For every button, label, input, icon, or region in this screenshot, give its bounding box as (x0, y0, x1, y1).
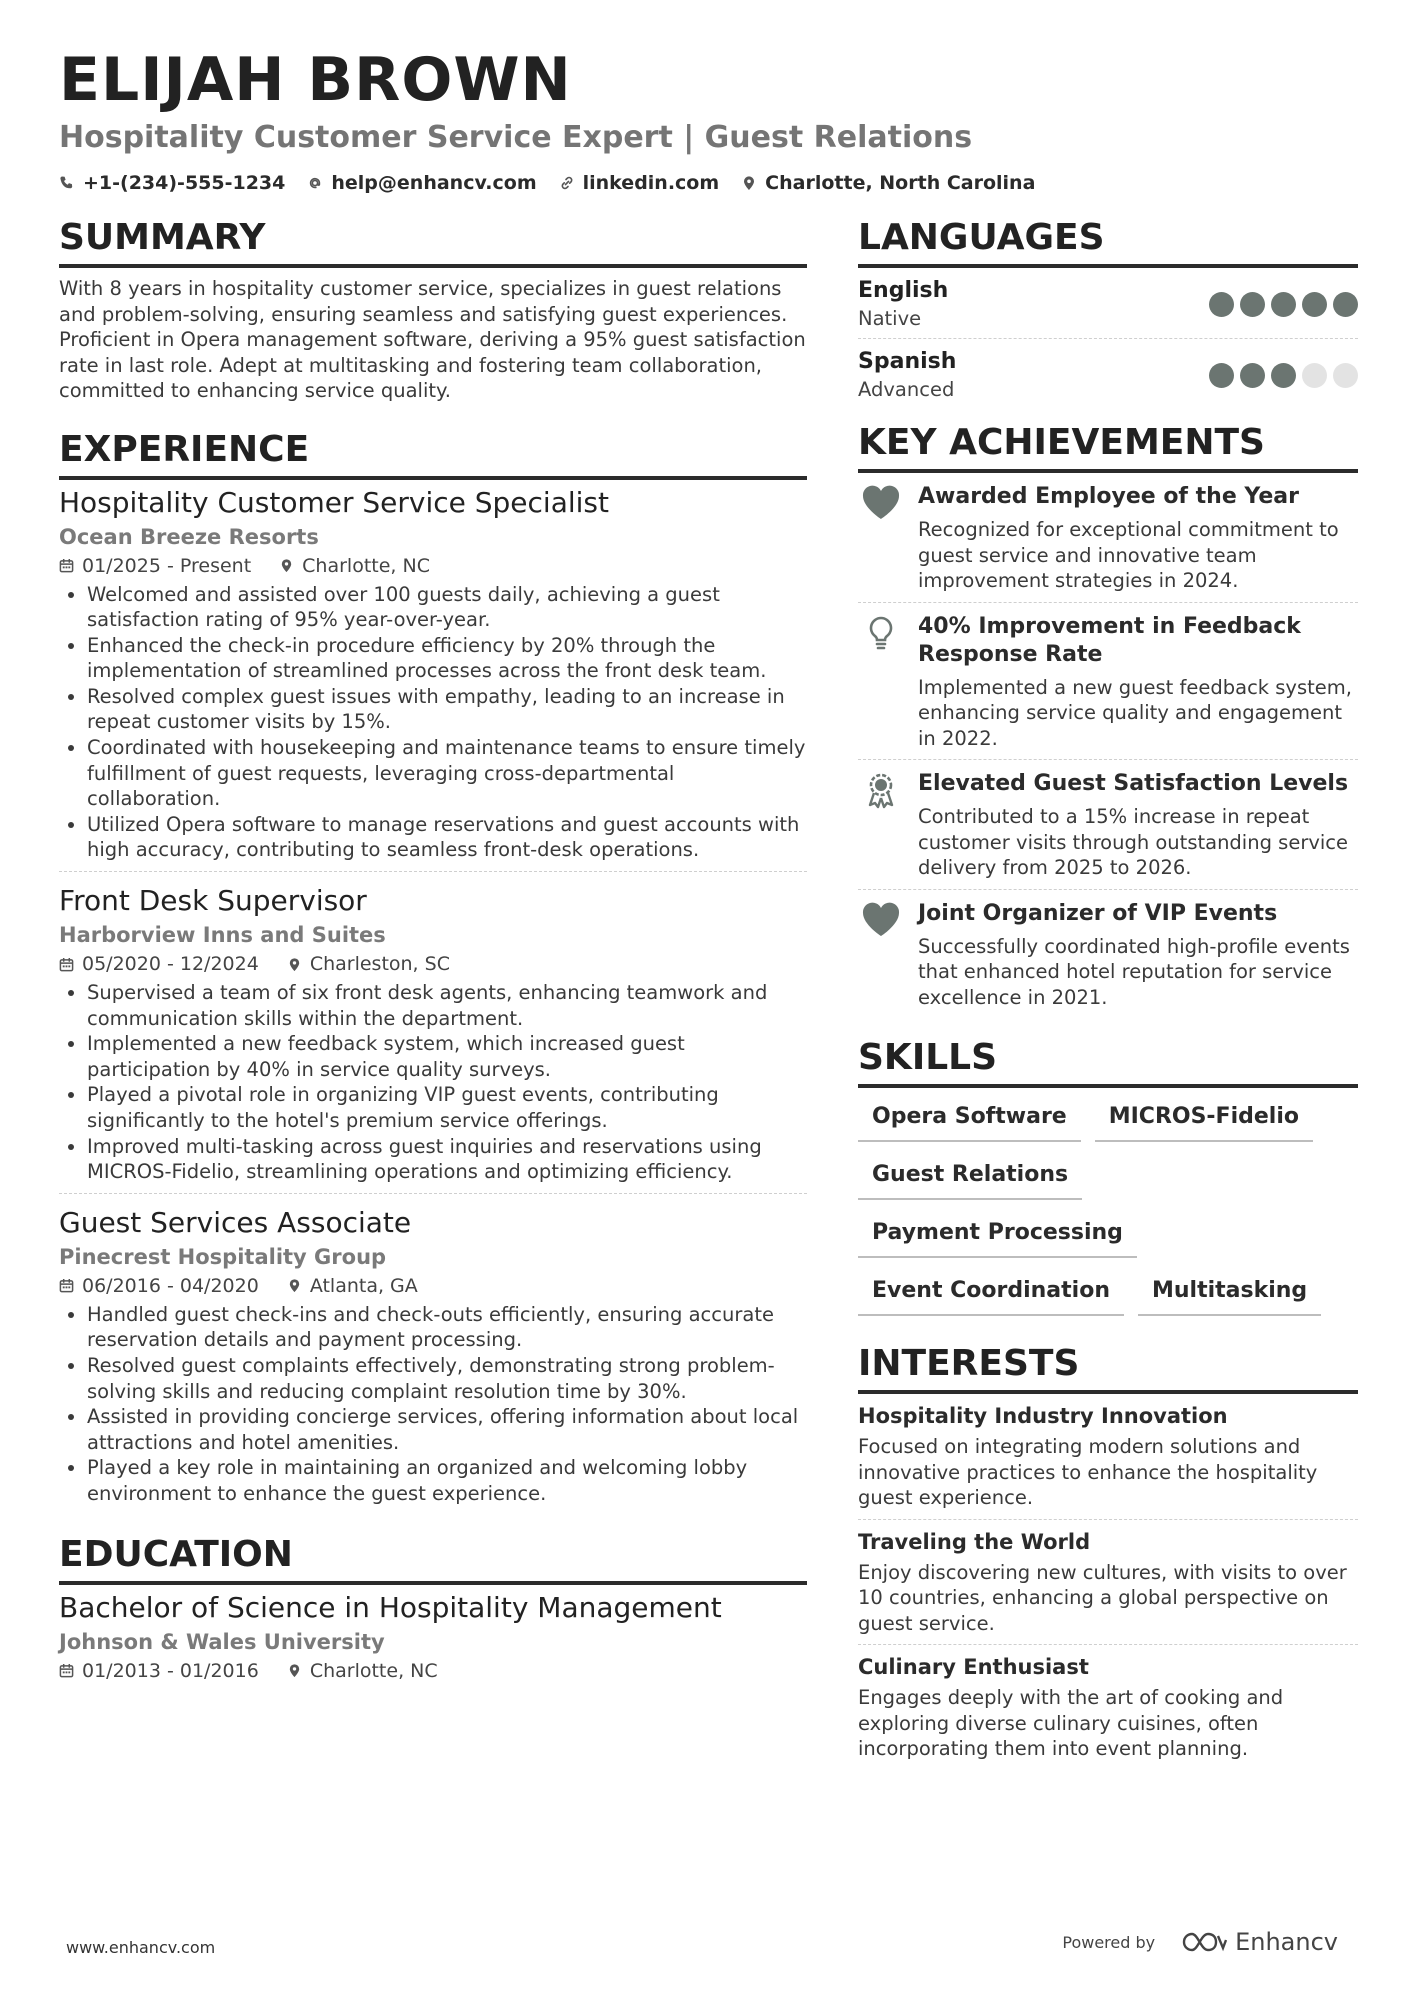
achievement-desc: Recognized for exceptional commitment to guest service and innovative team improvement strategies in 2024. (918, 518, 1339, 592)
location-icon (287, 1663, 302, 1678)
summary-title: SUMMARY (59, 216, 807, 268)
language-level: Native (858, 307, 922, 330)
skill-tag: Opera Software (858, 1102, 1081, 1142)
skill-tag: MICROS-Fidelio (1095, 1102, 1313, 1142)
bullet-item: • Played a key role in maintaining an organized and welcoming lobby environment to enhance the guest experience. (87, 1455, 807, 1506)
contact-location-text: Charlotte, North Carolina (765, 172, 1036, 194)
rating-dot-filled (1271, 363, 1296, 388)
degree-title: Bachelor of Science in Hospitality Management (59, 1590, 722, 1624)
location-icon (287, 1278, 302, 1293)
interest-desc: Focused on integrating modern solutions and innovative practices to enhance the hospitality guest experience. (858, 1435, 1318, 1509)
achievement-title: Awarded Employee of the Year (918, 484, 1299, 509)
job-dates-text: 06/2016 - 04/2020 (82, 1274, 259, 1297)
powered-by-text: Powered by (1062, 1932, 1156, 1952)
contact-phone-text: +1-(234)-555-1234 (83, 172, 286, 194)
achievement-title: 40% Improvement in Feedback Response Rate (918, 613, 1301, 667)
calendar-icon (59, 1278, 74, 1293)
brand-logo[interactable] (1181, 1928, 1338, 1956)
rating-dot-filled (1333, 292, 1358, 317)
location-icon (741, 175, 757, 191)
languages-section (858, 216, 1358, 409)
candidate-headline: Hospitality Customer Service Expert | Guest Relations (59, 120, 973, 155)
contact-linkedin[interactable] (559, 170, 720, 196)
languages-title: LANGUAGES (858, 216, 1358, 268)
rating-dot-filled (1271, 292, 1296, 317)
job-meta (59, 950, 807, 978)
calendar-icon (59, 957, 74, 972)
education-dates (59, 1657, 259, 1685)
bullet-item: • Handled guest check-ins and check-outs efficiently, ensuring accurate reservation details and payment processing. (87, 1302, 807, 1353)
enhancv-logo-icon (1181, 1930, 1227, 1954)
job-location-text: Charlotte, NC (302, 554, 430, 577)
language-level: Advanced (858, 378, 955, 401)
bullet-item: • Utilized Opera software to manage reservations and guest accounts with high accuracy, contributing to seamless front-desk operations. (87, 812, 807, 863)
language-item (858, 338, 1358, 409)
job-location (287, 950, 450, 978)
education-meta (59, 1657, 807, 1685)
skill-tag: Payment Processing (858, 1218, 1137, 1258)
left-column (59, 216, 807, 1693)
job-dates-text: 01/2025 - Present (82, 554, 252, 577)
heart-icon (861, 902, 901, 938)
bullet-item: • Coordinated with housekeeping and maintenance teams to ensure timely fulfillment of guest requests, leveraging cross-departmental collaboration. (87, 735, 807, 812)
job-location-text: Atlanta, GA (309, 1274, 418, 1297)
bullet-item: • Supervised a team of six front desk agents, enhancing teamwork and communication skills within the department. (87, 980, 807, 1031)
language-item (858, 268, 1358, 338)
at-icon (307, 175, 323, 191)
right-column (858, 216, 1358, 1770)
achievement-desc: Successfully coordinated high-profile events that enhanced hotel reputation for service excellence in 2021. (918, 934, 1350, 1009)
heart-icon (861, 485, 901, 521)
job-dates (59, 552, 251, 580)
contact-phone[interactable] (59, 170, 285, 196)
education-location-text: Charlotte, NC (309, 1659, 438, 1682)
rating-dot-empty (1302, 363, 1327, 388)
education-title: EDUCATION (59, 1533, 807, 1585)
bullet-item: • Played a pivotal role in organizing VIP guest events, contributing significantly to the hotel's premium service offerings. (87, 1082, 807, 1133)
education-dates-text: 01/2013 - 01/2016 (82, 1659, 259, 1682)
job-title: Hospitality Customer Service Specialist (59, 485, 609, 519)
job-bullets (59, 980, 807, 1185)
calendar-icon (59, 558, 74, 573)
achievement-title: Elevated Guest Satisfaction Levels (918, 771, 1349, 796)
link-icon (559, 175, 575, 191)
bullet-item: • Enhanced the check-in procedure efficiency by 20% through the implementation of streamlined processes across the front desk team. (87, 633, 807, 684)
interest-item (858, 1519, 1358, 1645)
achievement-item (858, 889, 1358, 1019)
rating-dot-filled (1302, 292, 1327, 317)
phone-icon (59, 175, 75, 191)
education-entry (59, 1589, 807, 1693)
achievement-title: Joint Organizer of VIP Events (918, 900, 1278, 926)
job-dates-text: 05/2020 - 12/2024 (82, 953, 259, 976)
contact-bar (59, 170, 1035, 196)
school-name: Johnson & Wales University (59, 1629, 385, 1654)
job-dates (59, 950, 259, 978)
experience-section (59, 428, 807, 1515)
skills-title: SKILLS (858, 1036, 1358, 1088)
bullet-item: • Welcomed and assisted over 100 guests daily, achieving a guest satisfaction rating of 95% year-over-year. (87, 582, 807, 633)
interest-desc: Enjoy discovering new cultures, with visits to over 10 countries, enhancing a global perspective on guest service. (858, 1560, 1347, 1635)
achievement-desc: Contributed to a 15% increase in repeat customer visits through outstanding service delivery from 2025 to 2026. (918, 805, 1349, 879)
interest-item (858, 1394, 1358, 1519)
education-section (59, 1533, 807, 1693)
calendar-icon (59, 1663, 74, 1678)
interest-title: Culinary Enthusiast (858, 1655, 1089, 1679)
interests-title: INTERESTS (858, 1342, 1358, 1394)
contact-email[interactable] (307, 170, 536, 196)
bullet-item: • Assisted in providing concierge services, offering information about local attractions and hotel amenities. (87, 1404, 807, 1455)
achievements-section (858, 421, 1358, 1018)
contact-location (741, 170, 1035, 196)
job-meta (59, 1272, 807, 1300)
job-location-text: Charleston, SC (309, 953, 450, 976)
achievement-desc: Implemented a new guest feedback system, enhancing service quality and engagement in 2022. (918, 675, 1352, 750)
job-title: Guest Services Associate (59, 1205, 412, 1239)
job-dates (59, 1272, 259, 1300)
bullet-item: • Resolved complex guest issues with empathy, leading to an increase in repeat customer visits by 15%. (87, 684, 807, 735)
experience-entry (59, 871, 807, 1193)
rating-dot-filled (1240, 292, 1265, 317)
achievement-item (858, 759, 1358, 889)
job-meta (59, 552, 807, 580)
education-location (287, 1657, 438, 1685)
job-title: Front Desk Supervisor (59, 884, 367, 918)
rating-dot-filled (1240, 363, 1265, 388)
achievement-item (858, 602, 1358, 760)
language-name: English (858, 278, 949, 303)
rating-dot-filled (1209, 363, 1234, 388)
summary-section (59, 216, 807, 404)
job-location (287, 1272, 418, 1300)
achievements-title: KEY ACHIEVEMENTS (858, 421, 1358, 473)
company-name: Pinecrest Hospitality Group (59, 1244, 387, 1269)
rating-dot-filled (1209, 292, 1234, 317)
bullet-item: • Implemented a new feedback system, which increased guest participation by 40% in service quality surveys. (87, 1031, 807, 1082)
footer-website[interactable]: www.enhancv.com (66, 1938, 216, 1957)
brand-name: Enhancv (1235, 1928, 1338, 1956)
interest-item (858, 1644, 1358, 1770)
location-icon (287, 957, 302, 972)
experience-title: EXPERIENCE (59, 428, 807, 480)
achievement-item (858, 473, 1358, 602)
experience-entry (59, 484, 807, 872)
bullet-item: • Improved multi-tasking across guest inquiries and reservations using MICROS-Fidelio, streamlining operations and optimizing efficiency. (87, 1134, 807, 1185)
language-name: Spanish (858, 349, 957, 374)
interest-desc: Engages deeply with the art of cooking and exploring diverse culinary cuisines, often incorporating them into event planning. (858, 1686, 1284, 1760)
interest-title: Hospitality Industry Innovation (858, 1404, 1228, 1428)
footer-branding (1062, 1928, 1338, 1956)
skills-list (858, 1102, 1358, 1316)
job-bullets (59, 1302, 807, 1507)
award-icon (865, 772, 897, 810)
skill-tag: Guest Relations (858, 1160, 1082, 1200)
summary-text: With 8 years in hospitality customer service, specializes in guest relations and problem-solving, ensuring seamless and satisfying guest experiences. Proficient in Opera management software, deriving a 95% guest satisfaction rate in last role. Adept at multitasking and fostering team collaboration, committed to enhancing service quality. (59, 277, 806, 402)
company-name: Ocean Breeze Resorts (59, 524, 319, 549)
lightbulb-icon (867, 615, 895, 651)
job-bullets (59, 582, 807, 864)
skill-tag: Event Coordination (858, 1276, 1124, 1316)
bullet-item: • Resolved guest complaints effectively, demonstrating strong problem-solving skills and reducing complaint resolution time by 30%. (87, 1353, 807, 1404)
rating-dot-empty (1333, 363, 1358, 388)
language-rating (1209, 363, 1358, 388)
language-rating (1209, 292, 1358, 317)
job-location (279, 552, 430, 580)
company-name: Harborview Inns and Suites (59, 923, 386, 948)
skill-tag: Multitasking (1138, 1276, 1321, 1316)
experience-entry (59, 1193, 807, 1515)
skills-section (858, 1036, 1358, 1316)
contact-linkedin-text: linkedin.com (582, 172, 720, 194)
contact-email-text: help@enhancv.com (331, 172, 537, 194)
candidate-name: ELIJAH BROWN (59, 45, 572, 115)
location-icon (279, 558, 294, 573)
interest-title: Traveling the World (858, 1529, 1091, 1554)
interests-section (858, 1342, 1358, 1770)
